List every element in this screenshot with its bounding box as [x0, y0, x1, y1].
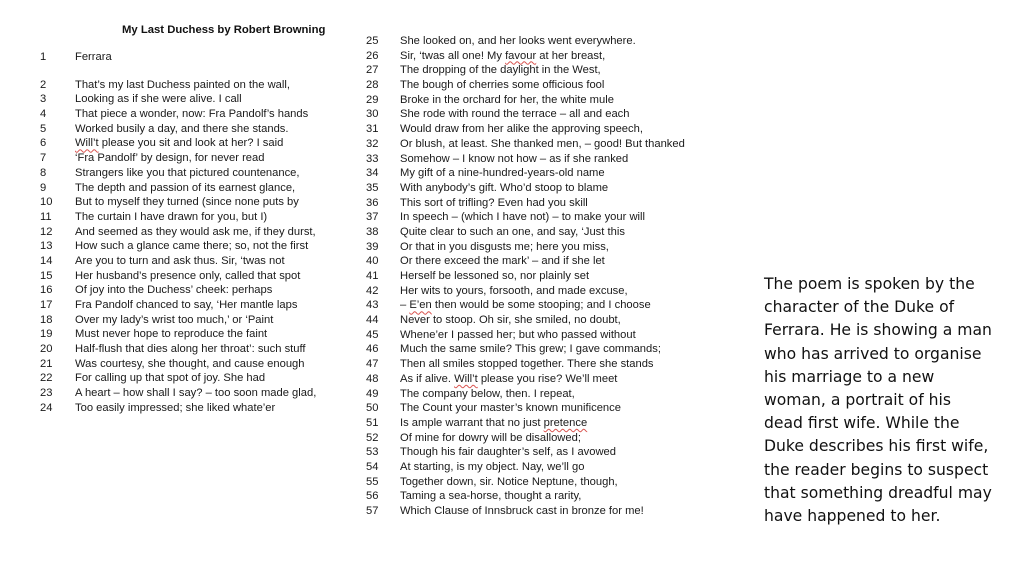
poem-line — [40, 283, 360, 298]
poem-line — [366, 240, 736, 255]
line-text: That piece a wonder, now: Fra Pandolf’s hands — [75, 108, 309, 121]
poem-line — [366, 137, 736, 152]
poem-line — [366, 210, 736, 225]
line-text: With anybody’s gift. Who’d stoop to blame — [400, 181, 609, 194]
line-text: Together down, sir. Notice Neptune, though, — [400, 475, 618, 488]
line-number: 52 — [366, 431, 379, 444]
line-text: Ferrara — [75, 51, 112, 63]
poem-line — [366, 107, 736, 122]
poem-line — [366, 431, 736, 446]
line-text: That’s my last Duchess painted on the wall, — [75, 78, 290, 91]
line-text: Strangers like you that pictured countenance, — [75, 166, 300, 179]
line-text: Whene’er I passed her; but who passed without — [400, 328, 636, 341]
poem-line — [40, 357, 360, 372]
line-number: 32 — [366, 137, 379, 150]
line-text: This sort of trifling? Even had you skill — [400, 196, 588, 209]
line-number: 56 — [366, 490, 379, 503]
line-number: 11 — [40, 210, 52, 223]
line-text: Of mine for dowry will be disallowed; — [400, 431, 581, 444]
line-text: Is ample warrant that no just pretence — [400, 416, 588, 429]
line-number: 4 — [40, 108, 47, 121]
line-number: 10 — [40, 196, 53, 209]
poem-line — [40, 371, 360, 386]
line-text: She looked on, and her looks went everywhere. — [400, 35, 636, 47]
line-number: 24 — [40, 401, 53, 414]
poem-line — [40, 107, 360, 122]
poem-line — [366, 416, 736, 431]
poem-title: My Last Duchess by Robert Browning — [122, 24, 326, 36]
poem-line — [40, 136, 360, 151]
poem-line — [40, 327, 360, 342]
line-number: 37 — [366, 211, 379, 224]
line-number: 53 — [366, 446, 379, 459]
line-number: 21 — [40, 357, 53, 370]
line-number: 16 — [40, 284, 53, 297]
poem-line — [40, 92, 360, 107]
poem-line — [40, 386, 360, 401]
line-text: As if alive. Will’t please you rise? We’ll meet — [400, 372, 618, 385]
poem-line — [366, 49, 736, 64]
poem-line — [366, 460, 736, 475]
poem-line — [40, 195, 360, 210]
poem-column-1 — [40, 50, 360, 416]
line-number: 50 — [366, 402, 379, 415]
line-number: 34 — [366, 167, 379, 180]
line-text: She rode with round the terrace – all and each — [400, 108, 630, 121]
poem-line — [40, 151, 360, 166]
line-text: Which Clause of Innsbruck cast in bronze for me! — [400, 505, 644, 517]
poem-line — [366, 269, 736, 284]
line-number: 54 — [366, 460, 379, 473]
poem-line — [40, 225, 360, 240]
stanza-gap — [40, 65, 360, 78]
line-text: The company below, then. I repeat, — [400, 387, 575, 400]
poem-line — [366, 475, 736, 490]
line-number: 5 — [40, 122, 47, 135]
poem-line — [40, 313, 360, 328]
poem-line — [366, 284, 736, 299]
line-text: Was courtesy, she thought, and cause enough — [75, 357, 305, 370]
poem-line — [366, 342, 736, 357]
line-text: The bough of cherries some officious fool — [400, 79, 605, 92]
poem-line — [366, 504, 736, 519]
line-text: For calling up that spot of joy. She had — [75, 372, 266, 385]
line-number: 7 — [40, 152, 47, 165]
poem-line — [366, 78, 736, 93]
line-text: Are you to turn and ask thus. Sir, ‘twas not — [75, 254, 285, 267]
line-text: Never to stoop. Oh sir, she smiled, no doubt, — [400, 314, 621, 327]
line-text: In speech – (which I have not) – to make your will — [400, 211, 645, 224]
line-number: 40 — [366, 255, 379, 268]
line-number: 29 — [366, 93, 379, 106]
line-number: 47 — [366, 358, 379, 371]
line-text: My gift of a nine-hundred-years-old name — [400, 167, 605, 180]
line-text: Her husband’s presence only, called that spot — [75, 269, 301, 282]
poem-line — [366, 328, 736, 343]
line-number: 9 — [40, 181, 47, 194]
line-text: Or that in you disgusts me; here you miss, — [400, 240, 609, 253]
line-number: 20 — [40, 343, 53, 356]
poem-line — [40, 269, 360, 284]
poem-line — [366, 152, 736, 167]
poem-line — [366, 225, 736, 240]
poem-line — [40, 298, 360, 313]
poem-line — [366, 445, 736, 460]
line-text: At starting, is my object. Nay, we’ll go — [400, 460, 585, 473]
line-text: The curtain I have drawn for you, but I) — [75, 210, 268, 223]
line-text: Of joy into the Duchess’ cheek: perhaps — [75, 284, 273, 297]
line-text: How such a glance came there; so, not the first — [75, 240, 309, 253]
line-text: Would draw from her alike the approving speech, — [400, 123, 643, 136]
line-number: 6 — [40, 137, 47, 150]
line-number: 25 — [366, 35, 379, 47]
poem-line — [366, 166, 736, 181]
poem-line — [40, 122, 360, 137]
poem-line — [40, 401, 360, 416]
poem-line — [366, 63, 736, 78]
line-text: Then all smiles stopped together. There she stands — [400, 358, 654, 371]
line-number: 2 — [40, 78, 47, 91]
line-text: Or blush, at least. She thanked men, – good! But thanked — [400, 137, 685, 150]
line-text: The depth and passion of its earnest glance, — [75, 181, 296, 194]
poem-line — [366, 254, 736, 269]
line-number: 55 — [366, 475, 379, 488]
poem-line — [40, 181, 360, 196]
poem-column-2 — [366, 34, 736, 519]
line-number: 43 — [366, 299, 379, 312]
line-text: Half-flush that dies along her throat’: such stuff — [75, 343, 306, 356]
line-text: Broke in the orchard for her, the white mule — [400, 93, 614, 106]
line-text: A heart – how shall I say? – too soon made glad, — [75, 387, 317, 400]
poem-line — [40, 254, 360, 269]
line-text: Looking as if she were alive. I call — [75, 93, 242, 106]
line-number: 45 — [366, 328, 379, 341]
line-number: 51 — [366, 416, 379, 429]
line-text: Quite clear to such an one, and say, ‘Just this — [400, 225, 625, 238]
line-text: Will’t please you sit and look at her? I said — [75, 137, 284, 150]
line-number: 12 — [40, 225, 53, 238]
spellcheck-word: E’en — [409, 299, 432, 312]
poem-line — [366, 93, 736, 108]
poem-line — [366, 34, 736, 49]
line-text: – E’en then would be some stooping; and I choose — [400, 299, 651, 312]
line-number: 18 — [40, 313, 53, 326]
line-text: Herself be lessoned so, nor plainly set — [400, 270, 590, 282]
poem-line — [40, 239, 360, 254]
line-text: The Count your master’s known munificence — [400, 402, 621, 415]
poem-line — [40, 166, 360, 181]
line-number: 38 — [366, 225, 379, 238]
line-text: Fra Pandolf chanced to say, ‘Her mantle laps — [75, 299, 298, 311]
poem-line — [366, 357, 736, 372]
line-number: 22 — [40, 372, 53, 385]
line-text: Somehow – I know not how – as if she ranked — [400, 152, 629, 165]
poem-line — [40, 210, 360, 225]
line-text: Much the same smile? This grew; I gave commands; — [400, 343, 661, 356]
line-text: Or there exceed the mark’ – and if she let — [400, 255, 605, 268]
line-number: 48 — [366, 372, 379, 385]
line-number: 19 — [40, 328, 53, 341]
poem-line — [366, 298, 736, 313]
commentary-text: The poem is spoken by the character of the Duke of Ferrara. He is showing a man who has arrived to organise his marriage to a new woman, a portrait of his dead first wife. While the Duke describes his first wife, the reader begins to suspect that something dreadful may have happened to her. — [764, 275, 992, 526]
line-number: 57 — [366, 505, 379, 517]
spellcheck-word: pretence — [543, 416, 588, 429]
line-number: 33 — [366, 152, 379, 165]
line-number: 49 — [366, 387, 379, 400]
spellcheck-word: favour — [505, 49, 537, 62]
line-number: 36 — [366, 196, 379, 209]
line-number: 13 — [40, 240, 53, 253]
line-number: 28 — [366, 79, 379, 92]
line-number: 42 — [366, 284, 379, 297]
poem-line — [366, 313, 736, 328]
spellcheck-word: Will’t — [75, 137, 99, 150]
line-number: 31 — [366, 123, 379, 136]
poem-line — [366, 196, 736, 211]
line-text: Over my lady’s wrist too much,’ or ‘Paint — [75, 313, 274, 326]
line-number: 15 — [40, 269, 53, 282]
line-text: Though his fair daughter’s self, as I avowed — [400, 446, 617, 459]
poem-line — [366, 122, 736, 137]
line-text: Worked busily a day, and there she stands. — [75, 122, 289, 135]
line-number: 8 — [40, 166, 47, 179]
line-text: Too easily impressed; she liked whate’er — [75, 401, 276, 414]
line-text: But to myself they turned (since none puts by — [75, 196, 299, 209]
poem-line — [366, 181, 736, 196]
line-text: The dropping of the daylight in the West, — [400, 64, 601, 77]
line-text: Sir, ‘twas all one! My favour at her breast, — [400, 49, 606, 62]
poem-line — [40, 78, 360, 93]
line-text: Her wits to yours, forsooth, and made excuse, — [400, 284, 628, 297]
line-text: Must never hope to reproduce the faint — [75, 328, 268, 341]
poem-line — [366, 401, 736, 416]
line-number: 41 — [366, 270, 379, 282]
line-number: 35 — [366, 181, 379, 194]
line-number: 17 — [40, 299, 53, 311]
line-text: Taming a sea-horse, thought a rarity, — [400, 490, 582, 503]
line-number: 44 — [366, 314, 379, 327]
poem-line — [40, 342, 360, 357]
poem-line — [40, 50, 360, 65]
line-number: 27 — [366, 64, 379, 77]
line-number: 26 — [366, 49, 379, 62]
line-number: 46 — [366, 343, 379, 356]
line-number: 3 — [40, 93, 47, 106]
poem-line — [366, 372, 736, 387]
poem-line — [366, 387, 736, 402]
line-number: 23 — [40, 387, 53, 400]
line-text: And seemed as they would ask me, if they durst, — [75, 225, 316, 238]
line-number: 30 — [366, 108, 379, 121]
line-number: 14 — [40, 254, 53, 267]
poem-line — [366, 489, 736, 504]
line-number: 39 — [366, 240, 379, 253]
spellcheck-word: Will’t — [454, 372, 478, 385]
line-number: 1 — [40, 51, 47, 63]
line-text: ‘Fra Pandolf’ by design, for never read — [75, 152, 265, 165]
